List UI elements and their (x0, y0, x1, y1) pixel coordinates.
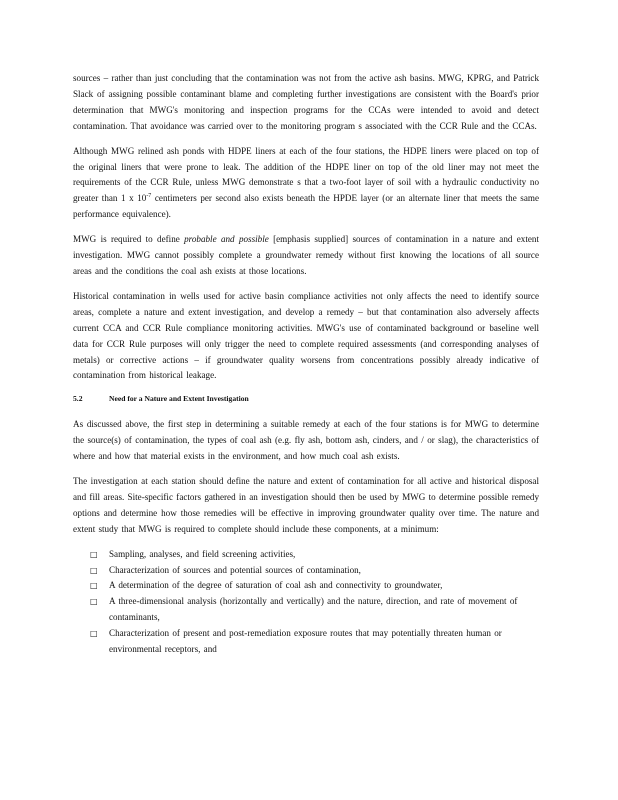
section-heading (73, 393, 539, 405)
section-title: Need for a Nature and Extent Investigation (109, 394, 249, 404)
define-sources-start: MWG is required to define (73, 234, 185, 245)
square-bullet-icon: □ (90, 581, 98, 591)
list-item-text: A three-dimensional analysis (horizontally and vertically) and the nature, direction, and rate of movement of contaminants, (109, 596, 518, 623)
page-body (73, 71, 539, 658)
paragraph-historical-contamination: Historical contamination in wells used for active basin compliance activities not only affects the need to identify source areas, complete a nature and extent investigation, and develop a remedy – but that contamination also adversely affects current CCA and CCR Rule compliance monitoring activities. MWG's use of contaminated background or baseline well data for CCR Rule purposes will only trigger the need to complete required assessments (and corresponding analyses of metals) or corrective actions – if groundwater quality worsens from concentrations possibly already indicative of contamination from historical leakage. (73, 290, 539, 381)
paragraph-investigation: The investigation at each station should define the nature and extent of contamination for all active and historical disposal and fill areas. Site-specific factors gathered in an investigation should then be used by MWG to determine possible remedy options and determine how those remedies will be effective in improving groundwater quality over time. The nature and extent study that MWG is required to complete should include these components, at a minimum: (73, 476, 539, 534)
list-item-text: A determination of the degree of saturation of coal ash and connectivity to groundwater, (109, 580, 443, 591)
square-bullet-icon: □ (90, 565, 98, 575)
paragraph-first-step: As discussed above, the first step in determining a suitable remedy at each of the four stations is for MWG to determine the source(s) of contamination, the types of coal ash (e.g. fly ash, bottom ash, cinders, and / or slag), the characteristics of where and how that material exists in the environment, and how much coal ash exists. (73, 419, 539, 462)
square-bullet-icon: □ (90, 597, 98, 607)
section-number: 5.2 (73, 394, 83, 404)
list-item (73, 578, 539, 594)
exponent: -7 (146, 193, 152, 200)
list-item (73, 563, 539, 579)
list-item-text: Sampling, analyses, and field screening activities, (109, 548, 296, 559)
components-list (73, 547, 539, 658)
hdpe-text-before: Although MWG relined ash ponds with HDPE liners at each of the four stations, the HDPE liners were placed on top of the original liners that were prone to leak. The addition of the HDPE liner on top of the old liner may not meet the requirements of the CCR Rule, unless MWG demonstrate s that a two-foot layer of soil with a hydraulic conductivity no greater than 1 x 10 (73, 145, 539, 204)
list-item (73, 594, 539, 626)
hdpe-text-after: centimeters per second also exists beneath the HPDE layer (or an alternate liner that meets the same performance equivalence). (73, 193, 539, 220)
list-item (73, 547, 539, 563)
square-bullet-icon: □ (90, 549, 98, 559)
list-item-text: Characterization of present and post-remediation exposure routes that may potentially threaten human or environmental receptors, and (109, 628, 502, 655)
emphasis-text: probable and possible (184, 234, 269, 245)
list-item (73, 626, 539, 658)
define-sources-end: [emphasis supplied] sources of contamination in a nature and extent investigation. MWG cannot possibly complete a groundwater remedy without first knowing the locations of all source areas and the conditions the coal ash exists at those locations. (73, 234, 539, 276)
square-bullet-icon: □ (90, 629, 98, 639)
paragraph-hdpe-liners (73, 144, 539, 224)
paragraph-define-sources (73, 232, 539, 280)
paragraph-sources: sources – rather than just concluding that the contamination was not from the active ash basins. MWG, KPRG, and Patrick Slack of assigning possible contaminant blame and completing further investigations are consistent with the Board's prior determination that MWG's monitoring and inspection programs for the CCAs were intended to avoid and detect contamination. That avoidance was carried over to the monitoring program s associated with the CCR Rule and the CCAs. (73, 73, 539, 131)
list-item-text: Characterization of sources and potential sources of contamination, (109, 564, 361, 575)
